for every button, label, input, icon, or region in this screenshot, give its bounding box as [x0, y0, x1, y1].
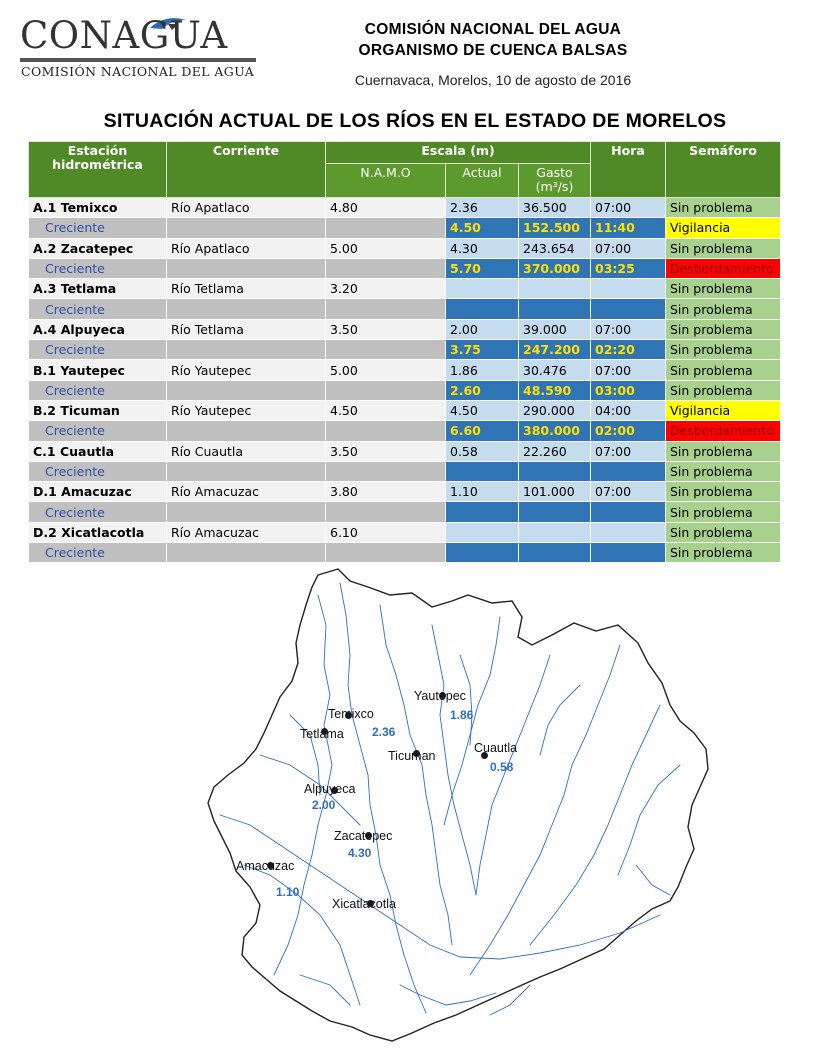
creciente-actual — [446, 502, 519, 522]
creciente-label: Creciente — [29, 502, 167, 522]
creciente-blank — [326, 380, 446, 400]
namo-value: 3.80 — [326, 482, 446, 502]
creciente-gasto — [519, 543, 591, 563]
creciente-gasto: 152.500 — [519, 218, 591, 238]
creciente-gasto — [519, 461, 591, 481]
station-name: A.3 Tetlama — [29, 279, 167, 299]
hora-value: 04:00 — [591, 400, 666, 420]
creciente-row — [29, 380, 781, 400]
actual-value: 4.50 — [446, 400, 519, 420]
creciente-blank — [167, 258, 326, 278]
logo-wordmark: CONAGUA — [20, 14, 228, 57]
gasto-value: 243.654 — [519, 238, 591, 258]
station-name: D.2 Xicatlacotla — [29, 522, 167, 542]
table-row — [29, 319, 781, 339]
station-name: B.1 Yautepec — [29, 360, 167, 380]
semaforo-status: Sin problema — [666, 360, 781, 380]
semaforo-status: Vigilancia — [666, 400, 781, 420]
morelos-river-map — [200, 565, 800, 1050]
semaforo-status: Sin problema — [666, 279, 781, 299]
creciente-hora — [591, 502, 666, 522]
table-row — [29, 360, 781, 380]
station-label: Amacuzac — [236, 859, 295, 873]
namo-value: 3.20 — [326, 279, 446, 299]
station-level-value: 2.00 — [312, 798, 336, 812]
namo-value: 3.50 — [326, 441, 446, 461]
creciente-hora: 03:25 — [591, 258, 666, 278]
page-title: SITUACIÓN ACTUAL DE LOS RÍOS EN EL ESTADO DE MORELOS — [103, 110, 727, 132]
creciente-row — [29, 299, 781, 319]
gasto-value — [519, 522, 591, 542]
gasto-value: 290.000 — [519, 400, 591, 420]
station-level-value: 2.36 — [372, 725, 396, 739]
gasto-value: 39.000 — [519, 319, 591, 339]
namo-value: 5.00 — [326, 238, 446, 258]
station-name: A.1 Temixco — [29, 198, 167, 218]
station-name: C.1 Cuautla — [29, 441, 167, 461]
creciente-hora — [591, 543, 666, 563]
semaforo-status: Sin problema — [666, 319, 781, 339]
creciente-label: Creciente — [29, 380, 167, 400]
river-name: Río Yautepec — [167, 360, 326, 380]
gasto-value — [519, 279, 591, 299]
actual-value — [446, 522, 519, 542]
station-label: Zacatepec — [334, 829, 393, 843]
creciente-label: Creciente — [29, 258, 167, 278]
creciente-label: Creciente — [29, 299, 167, 319]
namo-value: 6.10 — [326, 522, 446, 542]
creciente-label: Creciente — [29, 218, 167, 238]
creciente-semaforo: Vigilancia — [666, 218, 781, 238]
semaforo-status: Sin problema — [666, 522, 781, 542]
station-level-value: 4.30 — [348, 846, 372, 860]
org-basin: ORGANISMO DE CUENCA BALSAS — [358, 42, 628, 59]
station-name: A.4 Alpuyeca — [29, 319, 167, 339]
creciente-blank — [167, 461, 326, 481]
river-name: Río Apatlaco — [167, 238, 326, 258]
creciente-semaforo: Desbordamiento — [666, 258, 781, 278]
station-label: Ticuman — [388, 749, 436, 763]
station-level-value: 1.10 — [276, 885, 300, 899]
table-row — [29, 400, 781, 420]
creciente-row — [29, 340, 781, 360]
semaforo-status: Sin problema — [666, 238, 781, 258]
hora-value: 07:00 — [591, 482, 666, 502]
creciente-blank — [326, 218, 446, 238]
station-label: Xicatlacotla — [332, 897, 396, 911]
creciente-semaforo: Sin problema — [666, 502, 781, 522]
creciente-actual — [446, 461, 519, 481]
river-name: Río Apatlaco — [167, 198, 326, 218]
creciente-row — [29, 461, 781, 481]
river-name: Río Yautepec — [167, 400, 326, 420]
creciente-blank — [167, 543, 326, 563]
creciente-row — [29, 258, 781, 278]
creciente-actual — [446, 543, 519, 563]
creciente-semaforo: Desbordamiento — [666, 421, 781, 441]
col-namo: N.A.M.O — [326, 164, 446, 198]
gasto-value: 36.500 — [519, 198, 591, 218]
creciente-gasto: 247.200 — [519, 340, 591, 360]
table-row — [29, 441, 781, 461]
logo-subtitle: COMISIÓN NACIONAL DEL AGUA — [21, 64, 255, 79]
creciente-semaforo: Sin problema — [666, 299, 781, 319]
actual-value — [446, 279, 519, 299]
creciente-blank — [326, 502, 446, 522]
col-escala: Escala (m) — [326, 142, 591, 164]
creciente-actual: 2.60 — [446, 380, 519, 400]
creciente-gasto: 48.590 — [519, 380, 591, 400]
hora-value: 07:00 — [591, 319, 666, 339]
table-row — [29, 482, 781, 502]
creciente-hora — [591, 299, 666, 319]
creciente-semaforo: Sin problema — [666, 380, 781, 400]
col-corriente: Corriente — [167, 142, 326, 198]
station-label: Yautepec — [414, 689, 466, 703]
creciente-gasto: 370.000 — [519, 258, 591, 278]
creciente-row — [29, 421, 781, 441]
creciente-hora: 03:00 — [591, 380, 666, 400]
actual-value: 4.30 — [446, 238, 519, 258]
hora-value: 07:00 — [591, 441, 666, 461]
creciente-gasto — [519, 299, 591, 319]
creciente-actual: 4.50 — [446, 218, 519, 238]
creciente-semaforo: Sin problema — [666, 543, 781, 563]
creciente-semaforo: Sin problema — [666, 340, 781, 360]
creciente-label: Creciente — [29, 421, 167, 441]
creciente-hora: 02:00 — [591, 421, 666, 441]
creciente-gasto — [519, 502, 591, 522]
table-row — [29, 238, 781, 258]
semaforo-status: Sin problema — [666, 441, 781, 461]
hora-value — [591, 279, 666, 299]
creciente-row — [29, 218, 781, 238]
creciente-gasto: 380.000 — [519, 421, 591, 441]
river-name: Río Amacuzac — [167, 522, 326, 542]
creciente-blank — [167, 218, 326, 238]
table-row — [29, 522, 781, 542]
station-label: Tetlama — [300, 727, 344, 741]
gasto-value: 101.000 — [519, 482, 591, 502]
station-name: A.2 Zacatepec — [29, 238, 167, 258]
actual-value: 2.00 — [446, 319, 519, 339]
actual-value: 1.10 — [446, 482, 519, 502]
col-actual: Actual — [446, 164, 519, 198]
river-name: Río Tetlama — [167, 279, 326, 299]
namo-value: 4.80 — [326, 198, 446, 218]
station-label: Alpuyeca — [304, 782, 356, 796]
col-estacion: Estación hidrométrica — [29, 142, 167, 198]
creciente-blank — [167, 421, 326, 441]
org-name: COMISIÓN NACIONAL DEL AGUA — [364, 21, 622, 38]
table-row — [29, 198, 781, 218]
actual-value: 0.58 — [446, 441, 519, 461]
creciente-semaforo: Sin problema — [666, 461, 781, 481]
col-semaforo: Semáforo — [666, 142, 781, 198]
creciente-blank — [167, 380, 326, 400]
creciente-blank — [167, 299, 326, 319]
station-label: Temixco — [328, 707, 374, 721]
namo-value: 4.50 — [326, 400, 446, 420]
table-body — [29, 198, 781, 563]
namo-value: 3.50 — [326, 319, 446, 339]
report-date: Cuernavaca, Morelos, 10 de agosto de 2016 — [354, 72, 632, 88]
creciente-blank — [167, 340, 326, 360]
gasto-value: 30.476 — [519, 360, 591, 380]
creciente-blank — [326, 299, 446, 319]
creciente-blank — [326, 543, 446, 563]
river-name: Río Amacuzac — [167, 482, 326, 502]
semaforo-status: Sin problema — [666, 482, 781, 502]
col-gasto: Gasto (m³/s) — [519, 164, 591, 198]
creciente-blank — [326, 340, 446, 360]
hora-value: 07:00 — [591, 238, 666, 258]
creciente-label: Creciente — [29, 340, 167, 360]
creciente-label: Creciente — [29, 543, 167, 563]
creciente-hora: 02:20 — [591, 340, 666, 360]
creciente-blank — [326, 258, 446, 278]
actual-value: 2.36 — [446, 198, 519, 218]
river-name: Río Tetlama — [167, 319, 326, 339]
creciente-row — [29, 502, 781, 522]
creciente-actual: 3.75 — [446, 340, 519, 360]
logo-divider — [20, 58, 256, 62]
creciente-blank — [326, 461, 446, 481]
creciente-label: Creciente — [29, 461, 167, 481]
station-label: Cuautla — [474, 741, 518, 755]
creciente-hora: 11:40 — [591, 218, 666, 238]
creciente-blank — [326, 421, 446, 441]
creciente-row — [29, 543, 781, 563]
station-level-value: 0.58 — [490, 760, 514, 774]
conagua-logo — [20, 14, 260, 84]
actual-value: 1.86 — [446, 360, 519, 380]
station-name: B.2 Ticuman — [29, 400, 167, 420]
namo-value: 5.00 — [326, 360, 446, 380]
map-outline — [200, 565, 800, 1050]
river-status-table — [28, 141, 781, 563]
creciente-actual — [446, 299, 519, 319]
river-name: Río Cuautla — [167, 441, 326, 461]
semaforo-status: Sin problema — [666, 198, 781, 218]
hora-value: 07:00 — [591, 198, 666, 218]
hora-value — [591, 522, 666, 542]
station-level-value: 1.86 — [450, 708, 474, 722]
creciente-hora — [591, 461, 666, 481]
col-hora: Hora — [591, 142, 666, 198]
gasto-value: 22.260 — [519, 441, 591, 461]
creciente-blank — [167, 502, 326, 522]
table-row — [29, 279, 781, 299]
creciente-actual: 6.60 — [446, 421, 519, 441]
creciente-actual: 5.70 — [446, 258, 519, 278]
station-name: D.1 Amacuzac — [29, 482, 167, 502]
hora-value: 07:00 — [591, 360, 666, 380]
